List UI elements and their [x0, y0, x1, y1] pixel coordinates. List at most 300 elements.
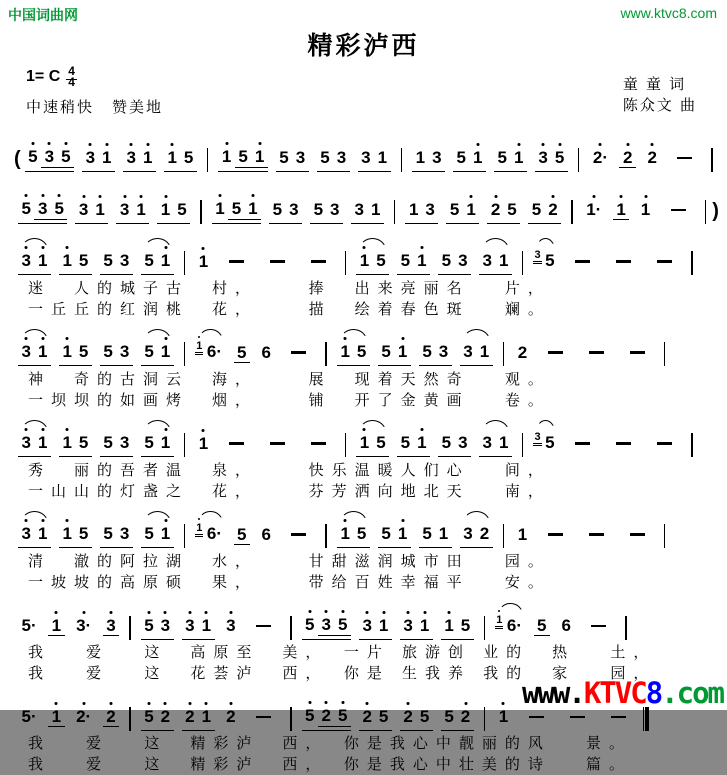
- barline: [522, 433, 524, 457]
- note-group: [533, 251, 558, 275]
- barline: [503, 524, 505, 548]
- barline: [325, 524, 327, 548]
- key-text: 1= C: [26, 68, 61, 85]
- note: 5: [378, 706, 389, 726]
- mood-text: 赞美地: [112, 99, 164, 116]
- note: 1: [139, 148, 155, 167]
- note: 2·: [589, 148, 611, 167]
- note-group: [258, 525, 274, 548]
- note-group: [18, 342, 51, 366]
- note-group: [261, 253, 294, 274]
- logo-ktvc: KTVC: [583, 676, 646, 710]
- dash-note: [657, 260, 672, 263]
- verse-line-2: [14, 329, 721, 411]
- note: 3: [458, 433, 468, 452]
- note: 5: [320, 147, 330, 167]
- note: 5: [103, 433, 113, 452]
- note-group: [103, 707, 119, 730]
- note-group: [337, 342, 370, 366]
- note-group: [182, 707, 215, 731]
- note: 2: [157, 707, 173, 726]
- note-group: [310, 200, 343, 224]
- note: 3: [354, 199, 364, 219]
- note: 1: [251, 147, 267, 166]
- note: 5: [551, 148, 567, 167]
- note: 5: [58, 147, 74, 166]
- note-group: [419, 524, 452, 548]
- note: 1: [408, 199, 419, 219]
- dash-note: [270, 442, 285, 445]
- note: 5: [177, 199, 187, 219]
- barline: [345, 251, 347, 275]
- note-group: [419, 342, 452, 366]
- note: 5·: [21, 616, 37, 635]
- beam-subgroup: [228, 199, 261, 220]
- note: 3: [289, 199, 299, 219]
- site-name-link[interactable]: 中国词曲网: [8, 7, 78, 23]
- note: 5: [78, 524, 89, 543]
- note-group: [356, 433, 389, 457]
- barline: [711, 148, 713, 172]
- notation-row: [14, 420, 721, 460]
- note-group: [648, 253, 681, 274]
- note: 1: [48, 707, 64, 727]
- note: 2: [457, 707, 473, 726]
- dash-note: [657, 442, 672, 445]
- note-group: [302, 706, 351, 731]
- note-group: [182, 616, 215, 640]
- note: 5: [545, 433, 555, 452]
- tempo-text: 中速稍快: [26, 99, 95, 116]
- note: 2·: [73, 707, 95, 726]
- note: 1: [195, 522, 203, 537]
- note-group: [644, 148, 660, 171]
- dash-note: [256, 625, 271, 628]
- note: 1: [637, 200, 653, 219]
- barline: [290, 616, 292, 640]
- dash-note: [229, 260, 244, 263]
- note: 1: [59, 524, 75, 543]
- note: 3: [119, 342, 130, 361]
- note-group: [438, 433, 471, 457]
- note-group: [75, 200, 108, 224]
- note-group: [18, 433, 51, 457]
- note: 3: [182, 616, 198, 635]
- note: 1: [337, 342, 353, 361]
- note: 1: [510, 148, 526, 167]
- dash-note: [677, 157, 692, 160]
- note: 1: [495, 707, 511, 726]
- barline: [325, 342, 327, 366]
- note-group: [397, 433, 430, 457]
- lyricist-credit: 童 童 词: [622, 76, 687, 93]
- note-group: [441, 616, 474, 640]
- barline: [484, 707, 486, 731]
- notation-row: [14, 602, 721, 642]
- note-group: [276, 148, 309, 172]
- note: 5: [449, 199, 460, 219]
- note-group: [405, 200, 438, 224]
- note-group: [48, 707, 64, 730]
- dash-note: [529, 716, 544, 719]
- note-group: [220, 253, 253, 274]
- note-group: [351, 200, 384, 224]
- note: 3: [330, 199, 340, 219]
- note-group: [141, 433, 174, 457]
- note: 5: [234, 343, 250, 363]
- parenthesis-open: (: [14, 148, 21, 170]
- note: 1: [157, 200, 173, 219]
- dash-note: [575, 260, 590, 263]
- note-group: [566, 253, 599, 274]
- note-group: [18, 524, 51, 548]
- note: 5: [279, 147, 289, 167]
- note: 5: [460, 615, 471, 635]
- note: 1: [34, 251, 50, 270]
- note-group: [82, 148, 115, 172]
- note: 6: [261, 342, 271, 362]
- credits: [623, 74, 697, 116]
- beam-subgroup: [318, 706, 351, 727]
- note: 2: [517, 342, 528, 362]
- note: 1: [463, 200, 479, 219]
- note: 1: [198, 707, 214, 726]
- note: 1: [157, 433, 173, 452]
- note: 1: [34, 524, 50, 543]
- barline: [394, 200, 396, 224]
- note: 5: [144, 251, 154, 270]
- note-group: [580, 344, 613, 365]
- note: 1: [356, 251, 372, 270]
- note: 5: [381, 524, 391, 543]
- dash-note: [291, 533, 306, 536]
- note-group: [534, 616, 550, 639]
- note: 3: [18, 433, 34, 452]
- verse-line-3: [14, 420, 721, 502]
- notation-row: [14, 186, 721, 226]
- note: 6·: [206, 524, 222, 543]
- note-group: [495, 613, 525, 640]
- note-group: [100, 251, 133, 275]
- note: 5: [313, 199, 324, 219]
- barline: [207, 148, 209, 172]
- note: 1: [195, 252, 211, 271]
- note-group: [59, 524, 92, 548]
- parenthesis-close: ): [712, 200, 719, 222]
- note: 2: [318, 706, 334, 725]
- top-bar: [0, 0, 727, 25]
- note: 2: [400, 707, 416, 726]
- note-group: [446, 200, 479, 224]
- note-group: [607, 253, 640, 274]
- note: 6·: [206, 342, 222, 361]
- note: 3: [41, 147, 57, 166]
- note: 1: [517, 524, 528, 544]
- note-group: [637, 200, 653, 223]
- note-group: [397, 251, 430, 275]
- note: 5: [444, 706, 454, 726]
- note: 1·: [583, 200, 605, 219]
- note: 5: [441, 433, 452, 452]
- note: 5: [78, 251, 89, 270]
- note-group: [261, 435, 294, 456]
- note: 5: [497, 147, 507, 167]
- note: 5: [25, 147, 41, 166]
- note: 1: [34, 433, 50, 452]
- note-group: [495, 707, 511, 730]
- note: 1: [218, 147, 234, 166]
- note: 5: [144, 342, 154, 361]
- lyric-line: 一丘丘的红润桃 花， 描 绘着春色斑 斓。: [28, 301, 551, 318]
- beam-subgroup: [34, 199, 67, 220]
- barline: [691, 251, 693, 275]
- barline: [200, 200, 202, 224]
- note-group: [668, 149, 701, 170]
- note: 5: [531, 199, 542, 219]
- lyric-line: 我 爱 这 花荟泸 西， 你是 生我养 我的 家 园，: [28, 665, 657, 682]
- note: 5: [51, 199, 67, 218]
- note: 3: [336, 147, 347, 167]
- note-group: [141, 342, 174, 366]
- note-group: [103, 616, 119, 639]
- note: 1: [59, 251, 75, 270]
- note-group: [317, 148, 350, 172]
- notation-row: [14, 238, 721, 278]
- note-group: [441, 707, 474, 731]
- note: 1: [415, 147, 426, 167]
- note: 1: [157, 342, 173, 361]
- note: 5: [356, 524, 367, 543]
- note-group: [157, 200, 190, 224]
- lyric-line: 我 爱 这 精彩泸 西， 你是我心中靓丽的风 景。: [28, 735, 633, 752]
- note: 5: [507, 199, 517, 219]
- barline: [484, 616, 486, 640]
- note: 1: [337, 524, 353, 543]
- note: 1: [499, 433, 509, 452]
- note-group: [378, 524, 411, 548]
- note: 1: [416, 616, 432, 635]
- note-group: [234, 525, 250, 548]
- dash-note: [589, 351, 604, 354]
- note-group: [195, 524, 225, 548]
- note: 6·: [506, 615, 522, 635]
- note: 3: [463, 524, 473, 543]
- note: 2: [479, 524, 490, 543]
- note: 1: [195, 434, 211, 453]
- note-group: [412, 148, 445, 172]
- note-group: [100, 342, 133, 366]
- note-group: [100, 524, 133, 548]
- note: 3: [295, 147, 306, 167]
- chorus-line-1: [14, 602, 721, 684]
- barline: [691, 433, 693, 457]
- note-group: [539, 526, 572, 547]
- note-group: [141, 707, 174, 731]
- note-group: [18, 616, 40, 639]
- note: 1: [370, 199, 381, 219]
- barline: [578, 148, 580, 172]
- dash-note: [589, 533, 604, 536]
- dash-note: [575, 442, 590, 445]
- note: 3·: [73, 616, 95, 635]
- note: 5: [272, 199, 283, 219]
- note: 5: [141, 616, 157, 635]
- note-group: [460, 342, 493, 366]
- note-group: [479, 433, 512, 457]
- note: 2: [103, 707, 119, 727]
- lyric-line: 一坡坡的高原硕 果， 带给百姓幸福平 安。: [28, 574, 551, 591]
- dash-note: [591, 625, 606, 628]
- note-group: [220, 435, 253, 456]
- note: 1: [245, 199, 261, 218]
- note-group: [583, 200, 605, 223]
- note: 5: [144, 433, 154, 452]
- note: 3: [123, 148, 139, 167]
- note: 3: [119, 251, 130, 270]
- note-group: [613, 200, 629, 223]
- note: 3: [18, 342, 34, 361]
- barline: [184, 251, 186, 275]
- note-group: [302, 615, 351, 640]
- note: 3: [533, 431, 541, 446]
- note-group: [566, 435, 599, 456]
- note-group: [164, 148, 197, 172]
- note-group: [73, 616, 95, 639]
- note-group: [258, 343, 274, 366]
- note: 1: [613, 200, 629, 220]
- note-group: [487, 200, 520, 224]
- note: 5: [376, 251, 386, 270]
- note-group: [141, 524, 174, 548]
- barline: [522, 251, 524, 275]
- note: 5·: [21, 707, 37, 726]
- note: 1: [356, 433, 372, 452]
- note: 5: [103, 524, 113, 543]
- note: 5: [334, 706, 350, 725]
- note: 5: [422, 342, 432, 361]
- note: 5: [144, 524, 154, 543]
- note: 5: [231, 199, 242, 218]
- note-group: [18, 251, 51, 275]
- note: 6: [261, 524, 271, 544]
- note: 3: [463, 342, 473, 361]
- note-group: [400, 616, 433, 640]
- barline: [345, 433, 347, 457]
- note: 5: [78, 342, 89, 361]
- note-group: [218, 147, 267, 172]
- note: 1: [59, 433, 75, 452]
- note: 5: [238, 147, 248, 166]
- barline: [664, 524, 666, 548]
- tempo-row: [26, 96, 181, 117]
- note-group: [223, 707, 239, 730]
- intro-line-1: [14, 134, 721, 174]
- dash-note: [311, 260, 326, 263]
- note: 1: [495, 614, 503, 629]
- time-signature-bottom: 4: [68, 75, 75, 89]
- site-url-link[interactable]: www.ktvc8.com: [620, 5, 717, 21]
- note-group: [494, 148, 527, 172]
- note: 5: [381, 342, 391, 361]
- note-group: [520, 708, 553, 729]
- note: 1: [48, 616, 64, 636]
- barline: [184, 433, 186, 457]
- note: 6: [561, 616, 571, 635]
- barline: [503, 342, 505, 366]
- note: 2: [644, 148, 660, 167]
- note: 1: [34, 342, 50, 361]
- note-group: [558, 616, 574, 639]
- note: 3: [458, 251, 468, 270]
- note: 5: [141, 707, 157, 726]
- barline: [571, 200, 573, 224]
- note-group: [528, 200, 561, 224]
- note: 5: [78, 433, 89, 452]
- composer-credit: 陈众文 曲: [622, 97, 697, 114]
- note-group: [337, 524, 370, 548]
- dash-note: [630, 533, 645, 536]
- note-group: [621, 526, 654, 547]
- note: 1: [375, 616, 391, 635]
- note: 2: [487, 200, 503, 219]
- notation-row: [14, 329, 721, 369]
- note: 3: [18, 251, 34, 270]
- dash-note: [611, 716, 626, 719]
- key-signature: [26, 66, 181, 88]
- note: 1: [377, 147, 388, 167]
- note-group: [269, 200, 302, 224]
- note: 1: [394, 524, 410, 543]
- logo-eight: 8: [645, 676, 662, 710]
- note-group: [619, 148, 635, 171]
- notation-row: [14, 511, 721, 551]
- note-group: [282, 526, 315, 547]
- note: 1: [499, 251, 509, 270]
- note-group: [195, 434, 211, 457]
- note-group: [356, 251, 389, 275]
- note-group: [539, 344, 572, 365]
- note: 1: [414, 433, 430, 452]
- time-signature: [66, 66, 77, 88]
- barline: [184, 524, 186, 548]
- note-group: [589, 148, 611, 171]
- note: 1: [195, 340, 203, 355]
- note: 1: [479, 342, 490, 361]
- note: 1: [92, 200, 108, 219]
- dash-note: [229, 442, 244, 445]
- note-group: [533, 433, 558, 457]
- note-group: [302, 253, 335, 274]
- note: 3: [438, 342, 449, 361]
- note: 2: [359, 707, 375, 726]
- final-barline: [643, 707, 649, 731]
- note: 5: [234, 525, 250, 545]
- note-group: [662, 201, 695, 222]
- note: 5: [183, 147, 194, 167]
- note: 1: [394, 342, 410, 361]
- site-logo-link[interactable]: [522, 676, 723, 710]
- logo-www: www.: [522, 676, 584, 710]
- lyric-line: 清 澈的阿拉湖 水， 甘甜滋润城市田 园。: [28, 553, 551, 570]
- note-group: [116, 200, 149, 224]
- note-group: [580, 526, 613, 547]
- note: 5: [534, 616, 550, 636]
- note-group: [621, 344, 654, 365]
- note: 1: [157, 251, 173, 270]
- lyric-line: 一坝坝的如画烤 烟， 铺 开了金黄画 卷。: [28, 392, 551, 409]
- note-group: [561, 708, 594, 729]
- dash-note: [270, 260, 285, 263]
